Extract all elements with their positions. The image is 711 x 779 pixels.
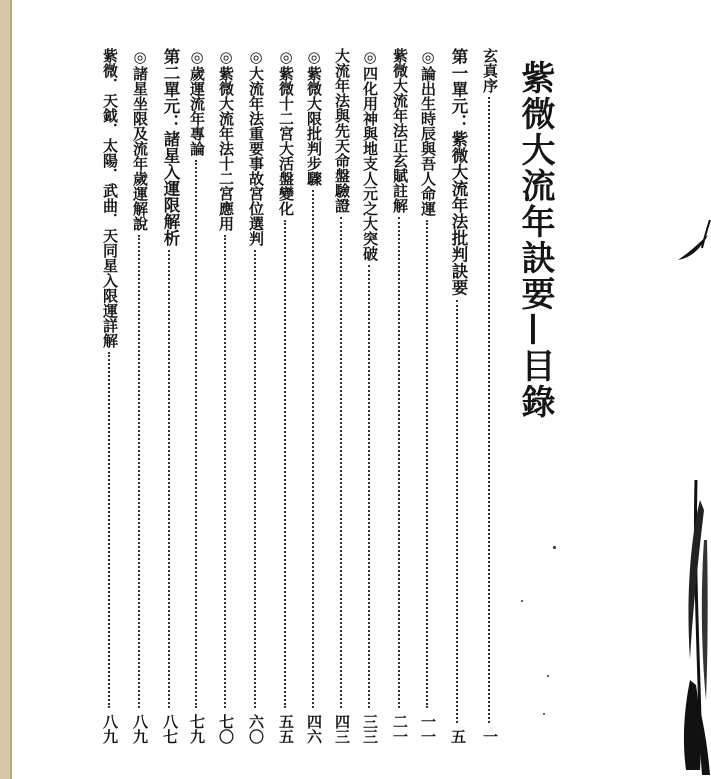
- toc-dot-leader: [398, 217, 404, 708]
- toc-page-number: 一一: [419, 714, 437, 744]
- toc-entry: [446, 48, 470, 748]
- toc-entry-title: ◎四化用神與地支人元之大突破: [361, 48, 379, 261]
- toc-dot-leader: [426, 220, 432, 708]
- toc-entry: [416, 48, 440, 748]
- toc-page-number: 一: [481, 729, 499, 744]
- toc-dot-leader: [224, 235, 230, 708]
- toc-dot-leader: [138, 235, 144, 708]
- toc-entry-title: ◎論出生時辰與吾人命運: [419, 48, 437, 216]
- toc-page-number: 七九: [188, 714, 206, 744]
- toc-entry: [478, 48, 502, 748]
- toc-dot-leader: [254, 250, 260, 708]
- toc-entry: [158, 48, 182, 748]
- toc-dot-leader: [284, 220, 290, 708]
- toc-page-number: 八九: [101, 714, 119, 744]
- toc-entry-title: ◎紫微十二宮大活盤變化: [277, 48, 295, 216]
- toc-page-number: 四六: [305, 714, 323, 744]
- ink-speck: [553, 546, 556, 549]
- toc-page-number: 五五: [277, 714, 295, 744]
- toc-entry: [98, 48, 122, 748]
- toc-section-heading: 第一單元：紫微大流年法批判訣要: [449, 48, 468, 296]
- toc-entry-title: ◎歲運流年專論: [188, 48, 206, 156]
- toc-entry: [185, 48, 209, 748]
- toc-entry: [388, 48, 412, 748]
- toc-dot-leader: [195, 160, 201, 708]
- toc-dot-leader: [456, 300, 462, 724]
- toc-entry-title: 紫微．天鉞．太陽．武曲．天同星入限運詳解: [101, 48, 119, 348]
- toc-dot-leader: [312, 190, 318, 708]
- toc-dot-leader: [168, 250, 174, 708]
- toc-dot-leader: [368, 265, 374, 708]
- toc-entry-title: ◎大流年法重要事故宮位選判: [247, 48, 265, 246]
- book-spine-edge: [0, 0, 10, 779]
- toc-entry-title: ◎諸星坐限及流年歲運解說: [131, 48, 149, 231]
- toc-page-number: 八九: [131, 714, 149, 744]
- toc-entry: [330, 48, 354, 748]
- toc-entry-title: 紫微大流年法正玄賦註解: [391, 48, 409, 213]
- toc-page-number: 五: [449, 729, 467, 744]
- toc-page-number: 三三: [361, 714, 379, 744]
- orchid-illustration: [660, 180, 711, 779]
- ink-speck: [521, 600, 523, 602]
- toc-page-number: 六〇: [247, 714, 265, 744]
- toc-entry: [128, 48, 152, 748]
- toc-entry-title: ◎紫微大流年法十二宮應用: [217, 48, 235, 231]
- page-title: 紫微大流年訣要—目錄: [515, 60, 555, 420]
- ink-speck: [543, 713, 545, 715]
- toc-entry-title: 大流年法與先天命盤驗證: [333, 48, 351, 213]
- toc-page-number: 八七: [161, 714, 179, 744]
- toc-page-number: 七〇: [217, 714, 235, 744]
- toc-dot-leader: [488, 97, 494, 723]
- toc-page-number: 四三: [333, 714, 351, 744]
- toc-section-heading: 第二單元：諸星入運限解析: [161, 48, 180, 246]
- toc-dot-leader: [340, 217, 346, 708]
- toc-entry: [214, 48, 238, 748]
- toc-entry-title: ◎紫微大限批判步驟: [305, 48, 323, 186]
- toc-entry: [358, 48, 382, 748]
- toc-entry: [274, 48, 298, 748]
- toc-entry-title: 玄真序: [481, 48, 499, 93]
- toc-entry: [244, 48, 268, 748]
- toc-entry: [302, 48, 326, 748]
- ink-speck: [547, 675, 549, 677]
- toc-page-number: 二一: [391, 714, 409, 744]
- toc-dot-leader: [108, 352, 114, 708]
